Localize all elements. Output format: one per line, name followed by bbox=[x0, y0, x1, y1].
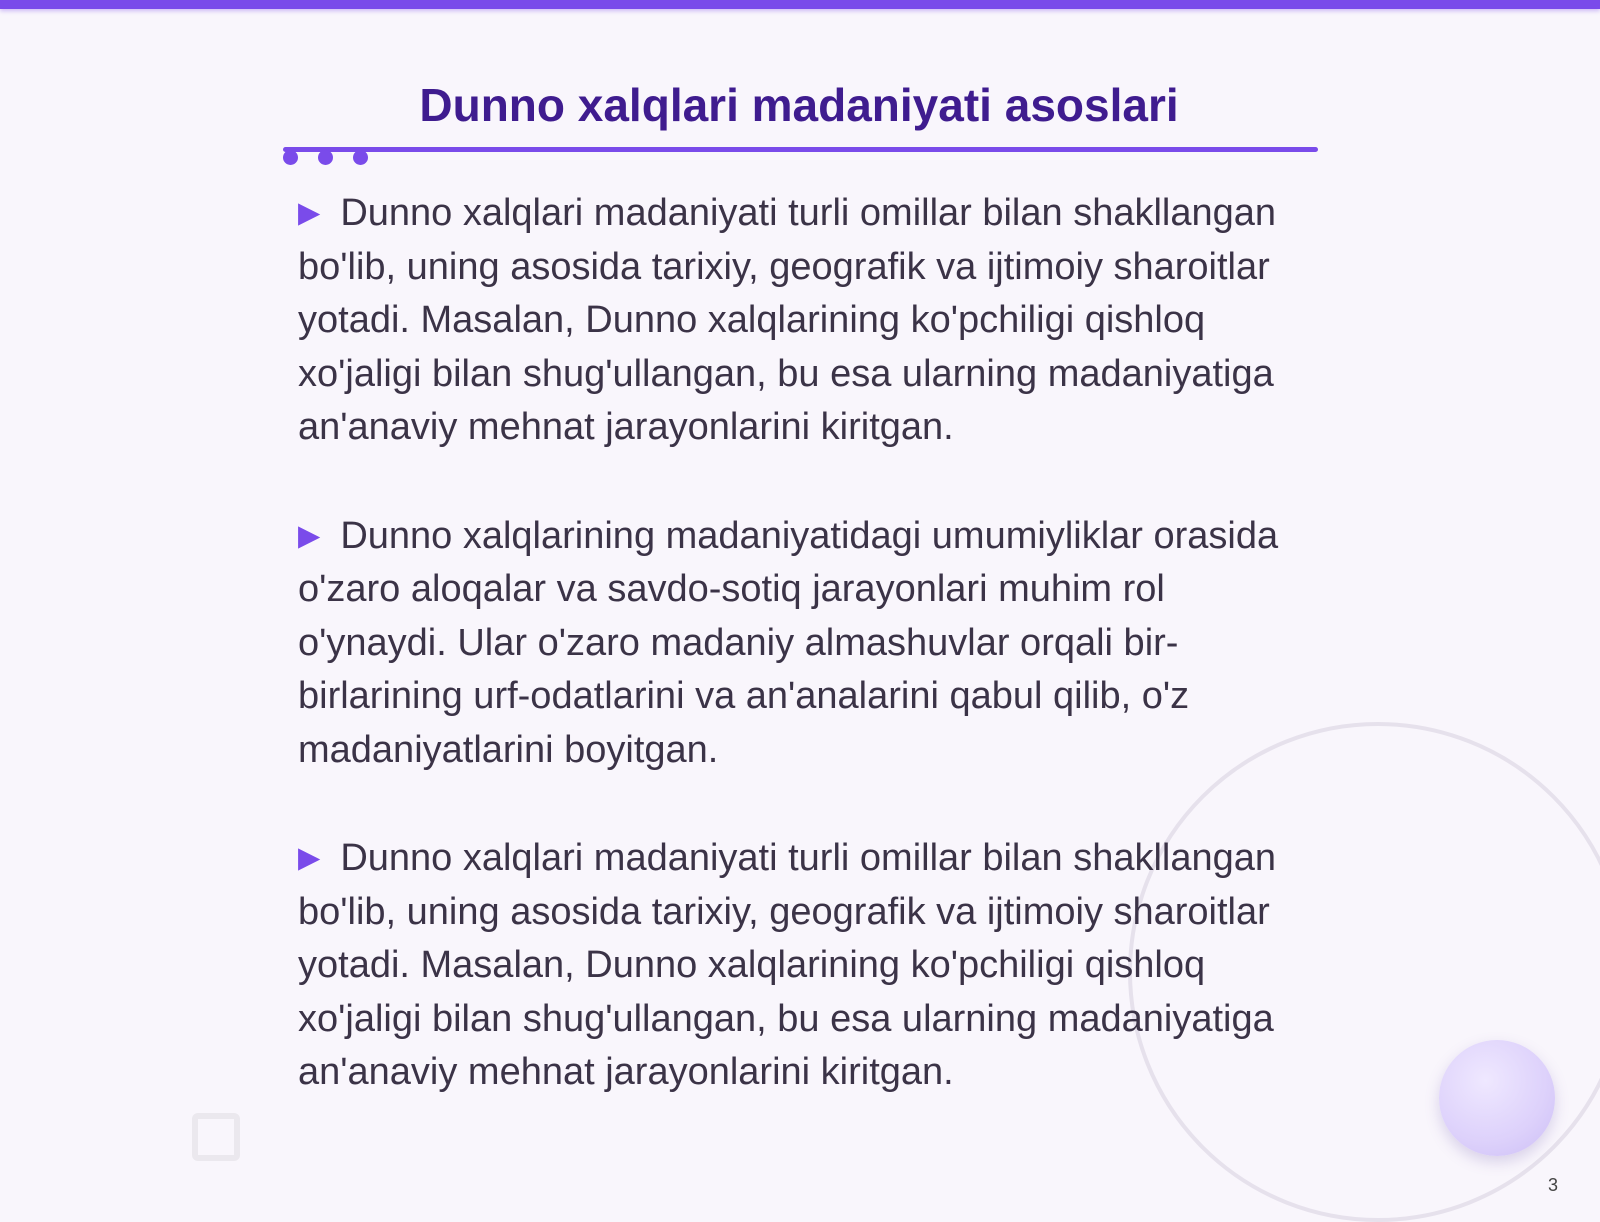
accent-dot bbox=[283, 150, 298, 165]
triangle-bullet-icon: ▶ bbox=[298, 519, 321, 552]
bullet-text: Dunno xalqlarining madaniyatidagi umumiyliklar orasida o'zaro aloqalar va savdo-sotiq jarayonlari muhim rol o'ynaydi. Ular o'zaro madaniy almashuvlar orqali bir-birlarining urf-odatlarini va an'analarini qabul qilib, o'z madaniyatlarini boyitgan. bbox=[298, 514, 1279, 771]
triangle-bullet-icon: ▶ bbox=[298, 197, 321, 229]
bullet-text: Dunno xalqlari madaniyati turli omillar bilan shakllangan bo'lib, uning asosida tarixiy, geografik va ijtimoiy sharoitlar yotadi. Masalan, Dunno xalqlarining ko'pchiligi qishloq xo'jaligi bilan shug'ullangan, bu esa ularning madaniyatiga an'anaviy mehnat jarayonlarini kiritgan. bbox=[298, 837, 1277, 1093]
accent-dot bbox=[353, 150, 368, 165]
bullet-list bbox=[298, 187, 1298, 1155]
bullet-item bbox=[298, 832, 1298, 1100]
bullet-text: Dunno xalqlari madaniyati turli omillar bilan shakllangan bo'lib, uning asosida tarixiy, geografik va ijtimoiy sharoitlar yotadi. Masalan, Dunno xalqlarining ko'pchiligi qishloq xo'jaligi bilan shug'ullangan, bu esa ularning madaniyatiga an'anaviy mehnat jarayonlarini kiritgan. bbox=[298, 192, 1277, 448]
slide-title: Dunno xalqlari madaniyati asoslari bbox=[419, 79, 1179, 131]
top-accent-bar bbox=[0, 0, 1600, 9]
bullet-item bbox=[298, 187, 1298, 455]
page-number: 3 bbox=[1548, 1175, 1559, 1195]
decorative-square bbox=[192, 1113, 240, 1161]
decorative-orb bbox=[1439, 1040, 1555, 1156]
bullet-item bbox=[298, 510, 1298, 778]
triangle-bullet-icon: ▶ bbox=[298, 842, 321, 874]
accent-dot bbox=[318, 150, 333, 165]
title-underline bbox=[283, 147, 1318, 152]
